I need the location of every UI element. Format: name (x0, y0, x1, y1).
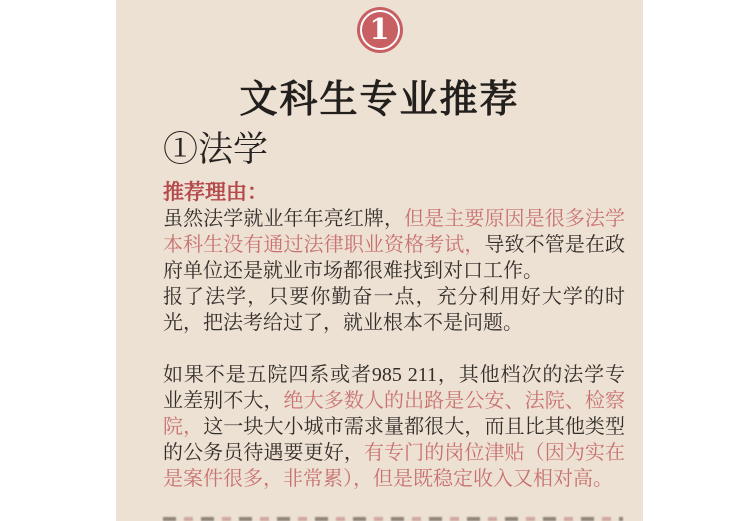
text-run-accent: 但是主要原因是很多法学本科生没有通过法律职业资格考试， (163, 208, 626, 256)
content-panel (116, 0, 643, 521)
reason-label: 推荐理由： (163, 180, 268, 204)
text-run-dark: 虽然法学就业年年亮红牌， (163, 208, 405, 230)
text-run-dark: 如果不是五院四系或者985 211，其他档次的法学专业差别不大， (163, 364, 625, 412)
text-run-dark: 报了法学，只要你勤奋一点，充分利用好大学的时光，把法考给过了，就业根本不是问题。 (163, 286, 625, 334)
page-title: 文科生专业推荐 (239, 79, 520, 121)
badge-number: 1 (369, 11, 390, 46)
paragraph (163, 206, 625, 284)
text-run-dark: 这一块大小城市需求量都很大，而且比其他类型的公务员待遇要更好， (163, 416, 626, 464)
text-run-accent: 有专门的岗位津贴（因为实在是案件很多，非常累），但是既稳定收入又相对高。 (163, 442, 626, 490)
number-badge (357, 7, 403, 53)
cutoff-text-line (163, 517, 623, 521)
text-run-dark: 导致不管是在政府单位还是就业市场都很难找到对口工作。 (163, 234, 626, 282)
text-run-accent: 绝大多数人的出路是公安、法院、检察院， (163, 390, 626, 438)
section-heading: ①法学 (163, 130, 269, 169)
body-text (163, 206, 625, 492)
paragraph (163, 284, 625, 336)
paragraph (163, 362, 625, 492)
